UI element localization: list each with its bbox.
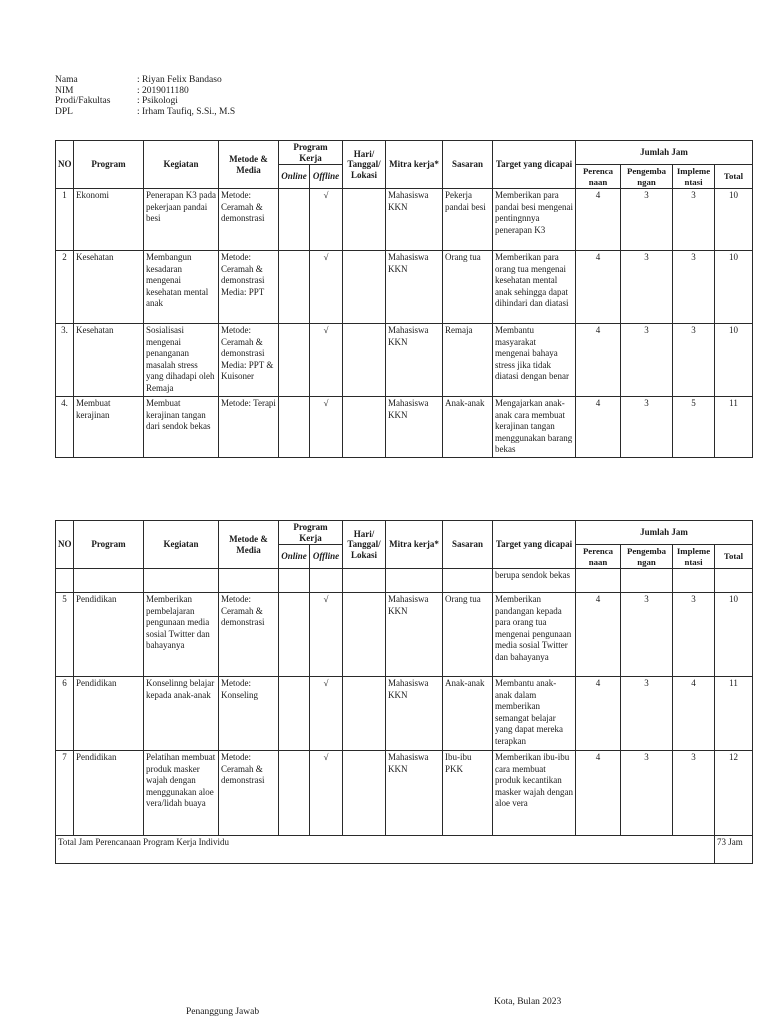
cell-implementasi: 3: [673, 324, 715, 397]
table-row: [56, 397, 753, 458]
cell-offline: √: [310, 324, 343, 397]
identity-block: [55, 75, 235, 117]
nama-row: [55, 75, 235, 86]
col-kegiatan: Kegiatan: [144, 521, 219, 569]
cell-no: 1: [56, 189, 74, 251]
cell-online: [279, 251, 310, 324]
program-table-2: [55, 520, 753, 864]
cell-online: [279, 593, 310, 677]
col-online: Online: [279, 545, 310, 569]
cell-mitra: Mahasiswa KKN: [386, 677, 443, 751]
nim-row: [55, 86, 235, 97]
total-row: [56, 836, 753, 864]
cell-implementasi: 5: [673, 397, 715, 458]
cell-no: 7: [56, 751, 74, 836]
cell-kegiatan: Konselinng belajar kepada anak-anak: [144, 677, 219, 751]
nim-label: NIM: [55, 85, 74, 96]
col-offline: Offline: [310, 165, 343, 189]
cell-total: 11: [715, 397, 753, 458]
cell-pengembangan: 3: [621, 397, 673, 458]
cell-pengembangan: 3: [621, 593, 673, 677]
cell-online: [279, 189, 310, 251]
cell-program: Pendidikan: [74, 593, 144, 677]
cell-implementasi: 3: [673, 751, 715, 836]
col-total: Total: [715, 165, 753, 189]
col-sasaran: Sasaran: [443, 141, 493, 189]
col-program-kerja: Program Kerja: [279, 521, 343, 545]
col-metode: Metode & Media: [219, 141, 279, 189]
cell-offline: √: [310, 677, 343, 751]
cell-sasaran: [443, 569, 493, 593]
cell-perencanaan: 4: [576, 593, 621, 677]
table-row: [56, 751, 753, 836]
cell-sasaran: Anak-anak: [443, 677, 493, 751]
cell-kegiatan: Penerapan K3 pada pekerjaan pandai besi: [144, 189, 219, 251]
cell-hari: [343, 677, 386, 751]
cell-target: Mengajarkan anak-anak cara membuat kerajinan tangan menggunakan barang bekas: [493, 397, 576, 458]
cell-mitra: [386, 569, 443, 593]
cell-total: 10: [715, 251, 753, 324]
cell-metode: Metode: Ceramah & demonstrasi Media: PPT & Kuisoner: [219, 324, 279, 397]
col-mitra: Mitra kerja*: [386, 141, 443, 189]
cell-online: [279, 569, 310, 593]
col-jumlah-jam: Jumlah Jam: [576, 521, 753, 545]
cell-program: [74, 569, 144, 593]
cell-metode: Metode: Ceramah & demonstrasi: [219, 189, 279, 251]
cell-target: berupa sendok bekas: [493, 569, 576, 593]
cell-target: Memberikan ibu-ibu cara membuat produk kecantikan masker wajah dengan aloe vera: [493, 751, 576, 836]
col-mitra: Mitra kerja*: [386, 521, 443, 569]
cell-offline: √: [310, 593, 343, 677]
dpl-label: DPL: [55, 106, 73, 117]
cell-kegiatan: Sosialisasi mengenai penanganan masalah stress yang dihadapi oleh Remaja: [144, 324, 219, 397]
table-row: [56, 593, 753, 677]
cell-program: Pendidikan: [74, 751, 144, 836]
cell-no: 3.: [56, 324, 74, 397]
col-online: Online: [279, 165, 310, 189]
total-label: Total Jam Perencanaan Program Kerja Individu: [56, 836, 715, 864]
cell-kegiatan: Membangun kesadaran mengenai kesehatan mental anak: [144, 251, 219, 324]
nama-label: Nama: [55, 75, 78, 85]
cell-target: Memberikan pandangan kepada para orang tua mengenai pengunaan media sosial Twitter dan bahayanya: [493, 593, 576, 677]
cell-offline: √: [310, 251, 343, 324]
table-row: [56, 251, 753, 324]
cell-perencanaan: 4: [576, 251, 621, 324]
col-kegiatan: Kegiatan: [144, 141, 219, 189]
cell-total: 10: [715, 593, 753, 677]
table-row: [56, 677, 753, 751]
col-total: Total: [715, 545, 753, 569]
cell-kegiatan: Pelatihan membuat produk masker wajah dengan menggunakan aloe vera/lidah buaya: [144, 751, 219, 836]
cell-hari: [343, 397, 386, 458]
cell-kegiatan: [144, 569, 219, 593]
cell-kegiatan: Membuat kerajinan tangan dari sendok bekas: [144, 397, 219, 458]
cell-metode: Metode: Ceramah & demonstrasi: [219, 593, 279, 677]
cell-mitra: Mahasiswa KKN: [386, 324, 443, 397]
nim-value: : 2019011180: [137, 85, 189, 96]
cell-metode: Metode: Ceramah & demonstrasi: [219, 751, 279, 836]
col-no: NO: [56, 141, 74, 189]
cell-no: 5: [56, 593, 74, 677]
cell-target: Membantu masyarakat mengenai bahaya stress jika tidak diatasi dengan benar: [493, 324, 576, 397]
cell-program: Ekonomi: [74, 189, 144, 251]
col-program: Program: [74, 521, 144, 569]
col-no: NO: [56, 521, 74, 569]
cell-hari: [343, 251, 386, 324]
cell-perencanaan: 4: [576, 397, 621, 458]
cell-total: [715, 569, 753, 593]
cell-mitra: Mahasiswa KKN: [386, 751, 443, 836]
col-program-kerja: Program Kerja: [279, 141, 343, 165]
cell-perencanaan: 4: [576, 751, 621, 836]
col-implementasi: Impleme ntasi: [673, 165, 715, 189]
table-1-header: [56, 141, 753, 189]
table-row: [56, 569, 753, 593]
cell-total: 10: [715, 324, 753, 397]
col-implementasi: Impleme ntasi: [673, 545, 715, 569]
cell-mitra: Mahasiswa KKN: [386, 397, 443, 458]
cell-online: [279, 677, 310, 751]
cell-perencanaan: 4: [576, 677, 621, 751]
cell-hari: [343, 189, 386, 251]
prodi-label: Prodi/Fakultas: [55, 96, 111, 107]
cell-pengembangan: 3: [621, 251, 673, 324]
table-row: [56, 189, 753, 251]
nama-value: : Riyan Felix Bandaso: [137, 75, 222, 85]
prodi-row: [55, 96, 235, 107]
dpl-row: [55, 107, 235, 118]
cell-program: Pendidikan: [74, 677, 144, 751]
cell-pengembangan: 3: [621, 189, 673, 251]
penanggung-jawab: Penanggung Jawab: [186, 1007, 260, 1017]
col-offline: Offline: [310, 545, 343, 569]
cell-program: Kesehatan: [74, 251, 144, 324]
cell-sasaran: Remaja: [443, 324, 493, 397]
program-table-1: [55, 140, 753, 458]
cell-perencanaan: [576, 569, 621, 593]
cell-metode: Metode: Ceramah & demonstrasi Media: PPT: [219, 251, 279, 324]
cell-sasaran: Orang tua: [443, 593, 493, 677]
cell-no: [56, 569, 74, 593]
cell-total: 11: [715, 677, 753, 751]
cell-offline: √: [310, 751, 343, 836]
cell-sasaran: Pekerja pandai besi: [443, 189, 493, 251]
cell-perencanaan: 4: [576, 324, 621, 397]
cell-target: Membantu anak-anak dalam memberikan semangat belajar yang dapat mereka terapkan: [493, 677, 576, 751]
cell-no: 6: [56, 677, 74, 751]
cell-online: [279, 324, 310, 397]
cell-kegiatan: Memberikan pembelajaran pengunaan media sosial Twitter dan bahayanya: [144, 593, 219, 677]
cell-total: 12: [715, 751, 753, 836]
cell-pengembangan: 3: [621, 677, 673, 751]
prodi-value: : Psikologi: [137, 96, 178, 107]
col-target: Target yang dicapai: [493, 141, 576, 189]
cell-sasaran: Ibu-ibu PKK: [443, 751, 493, 836]
cell-online: [279, 751, 310, 836]
cell-online: [279, 397, 310, 458]
total-value: 73 Jam: [715, 836, 753, 864]
cell-total: 10: [715, 189, 753, 251]
cell-mitra: Mahasiswa KKN: [386, 189, 443, 251]
cell-implementasi: 4: [673, 677, 715, 751]
cell-metode: [219, 569, 279, 593]
cell-program: Membuat kerajinan: [74, 397, 144, 458]
col-sasaran: Sasaran: [443, 521, 493, 569]
cell-implementasi: 3: [673, 251, 715, 324]
col-perencanaan: Perenca naan: [576, 165, 621, 189]
cell-no: 4.: [56, 397, 74, 458]
cell-pengembangan: [621, 569, 673, 593]
cell-offline: √: [310, 397, 343, 458]
kota-bulan: Kota, Bulan 2023: [494, 997, 562, 1007]
table-2-header: [56, 521, 753, 569]
cell-perencanaan: 4: [576, 189, 621, 251]
cell-metode: Metode: Konseling: [219, 677, 279, 751]
cell-mitra: Mahasiswa KKN: [386, 593, 443, 677]
cell-implementasi: 3: [673, 593, 715, 677]
col-hari: Hari/ Tanggal/ Lokasi: [343, 521, 386, 569]
cell-implementasi: 3: [673, 189, 715, 251]
col-perencanaan: Perenca naan: [576, 545, 621, 569]
table-row: [56, 324, 753, 397]
col-metode: Metode & Media: [219, 521, 279, 569]
cell-implementasi: [673, 569, 715, 593]
cell-sasaran: Anak-anak: [443, 397, 493, 458]
cell-offline: [310, 569, 343, 593]
cell-no: 2: [56, 251, 74, 324]
col-pengembangan: Pengemba ngan: [621, 545, 673, 569]
cell-hari: [343, 593, 386, 677]
col-target: Target yang dicapai: [493, 521, 576, 569]
cell-sasaran: Orang tua: [443, 251, 493, 324]
cell-offline: √: [310, 189, 343, 251]
cell-target: Memberikan para orang tua mengenai kesehatan mental anak sehingga dapat dihindari dan diatasi: [493, 251, 576, 324]
dpl-value: : Irham Taufiq, S.Si., M.S: [137, 106, 236, 117]
col-jumlah-jam: Jumlah Jam: [576, 141, 753, 165]
col-hari: Hari/ Tanggal/ Lokasi: [343, 141, 386, 189]
cell-program: Kesehatan: [74, 324, 144, 397]
cell-mitra: Mahasiswa KKN: [386, 251, 443, 324]
cell-hari: [343, 324, 386, 397]
col-program: Program: [74, 141, 144, 189]
cell-pengembangan: 3: [621, 751, 673, 836]
cell-target: Memberikan para pandai besi mengenai pentingnnya penerapan K3: [493, 189, 576, 251]
col-pengembangan: Pengemba ngan: [621, 165, 673, 189]
cell-hari: [343, 569, 386, 593]
cell-metode: Metode: Terapi: [219, 397, 279, 458]
cell-hari: [343, 751, 386, 836]
cell-pengembangan: 3: [621, 324, 673, 397]
